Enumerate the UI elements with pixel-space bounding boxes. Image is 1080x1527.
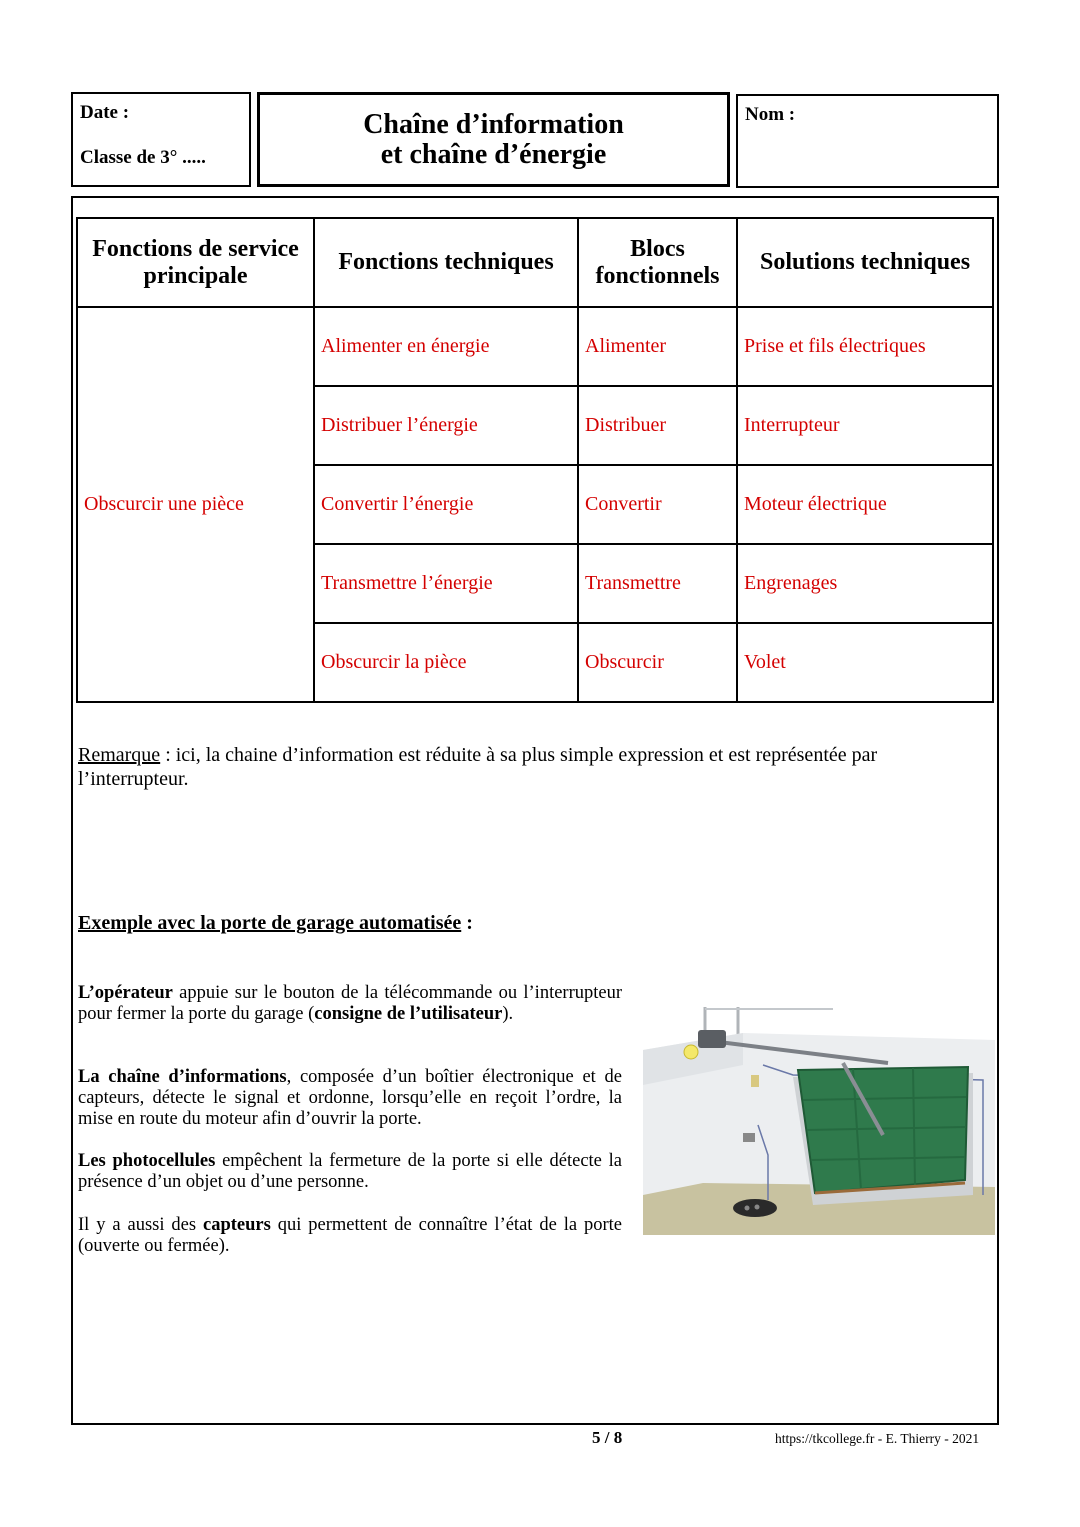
header-technical-functions: Fonctions techniques — [314, 218, 578, 307]
service-function-cell: Obscurcir une pièce — [77, 307, 314, 702]
date-label: Date : — [80, 102, 130, 123]
remark-label: Remarque — [78, 744, 161, 766]
sensors-text-end: qui permettent de connaître l’état de la porte (ouverte ou fermée). — [78, 1215, 622, 1256]
technical-function-cell: Transmettre l’énergie — [314, 544, 578, 623]
sensors-text: Il y a aussi des — [78, 1215, 203, 1235]
example-paragraph-photocells — [78, 1151, 622, 1193]
info-chain-term: La chaîne d’informations — [78, 1067, 287, 1087]
header-technical-solutions: Solutions techniques — [737, 218, 993, 307]
example-title-suffix: : — [461, 912, 473, 934]
block-cell: Distribuer — [578, 386, 737, 465]
remark-text: : ici, la chaine d’information est réduite à sa plus simple expression et est représentée par l’interrupteur. — [78, 744, 878, 790]
header-name-box — [736, 94, 999, 188]
table-header-row — [77, 218, 993, 307]
credit-line: https://tkcollege.fr - E. Thierry - 2021 — [775, 1431, 980, 1446]
solution-cell: Moteur électrique — [737, 465, 993, 544]
example-paragraph-info-chain — [78, 1067, 622, 1130]
header-functional-blocks: Blocs fonctionnels — [578, 218, 737, 307]
example-paragraph-operator — [78, 983, 622, 1025]
solution-cell: Volet — [737, 623, 993, 702]
table-row — [77, 307, 993, 386]
header-service-functions: Fonctions de service principale — [77, 218, 314, 307]
operator-text: appuie sur le bouton de la télécommande ou l’interrupteur pour fermer la porte du garage ( — [78, 983, 622, 1024]
remark-paragraph — [78, 743, 978, 791]
functions-table — [76, 217, 994, 703]
example-title — [78, 912, 473, 935]
technical-function-cell: Convertir l’énergie — [314, 465, 578, 544]
example-paragraph-sensors — [78, 1215, 622, 1257]
garage-door-illustration — [643, 1005, 995, 1235]
class-label: Classe de 3° ..... — [80, 147, 206, 168]
block-cell: Obscurcir — [578, 623, 737, 702]
sensors-term: capteurs — [203, 1215, 271, 1235]
info-chain-text: , composée d’un boîtier électronique et de capteurs, détecte le signal et ordonne, lorsqu’elle en reçoit l’ordre, la mise en route du moteur afin d’ouvrir la porte. — [78, 1067, 622, 1129]
page-number: 5 / 8 — [592, 1428, 623, 1447]
block-cell: Convertir — [578, 465, 737, 544]
example-title-text: Exemple avec la porte de garage automatisée — [78, 912, 462, 934]
solution-cell: Engrenages — [737, 544, 993, 623]
photocells-text: empêchent la fermeture de la porte si elle détecte la présence d’un objet ou d’une personne. — [78, 1151, 623, 1192]
user-instruction-term: consigne de l’utilisateur — [314, 1004, 503, 1024]
operator-text-end: ). — [502, 1004, 514, 1024]
solution-cell: Prise et fils électriques — [737, 307, 993, 386]
photocells-term: Les photocellules — [78, 1151, 216, 1171]
header-date-class-box — [71, 92, 251, 187]
block-cell: Alimenter — [578, 307, 737, 386]
page-title-line2: et chaîne d’énergie — [380, 139, 607, 170]
technical-function-cell: Alimenter en énergie — [314, 307, 578, 386]
operator-term: L’opérateur — [78, 983, 173, 1003]
technical-function-cell: Obscurcir la pièce — [314, 623, 578, 702]
header-title-box — [257, 92, 730, 187]
technical-function-cell: Distribuer l’énergie — [314, 386, 578, 465]
block-cell: Transmettre — [578, 544, 737, 623]
name-label: Nom : — [745, 104, 796, 125]
solution-cell: Interrupteur — [737, 386, 993, 465]
page-title-line1: Chaîne d’information — [363, 109, 624, 140]
